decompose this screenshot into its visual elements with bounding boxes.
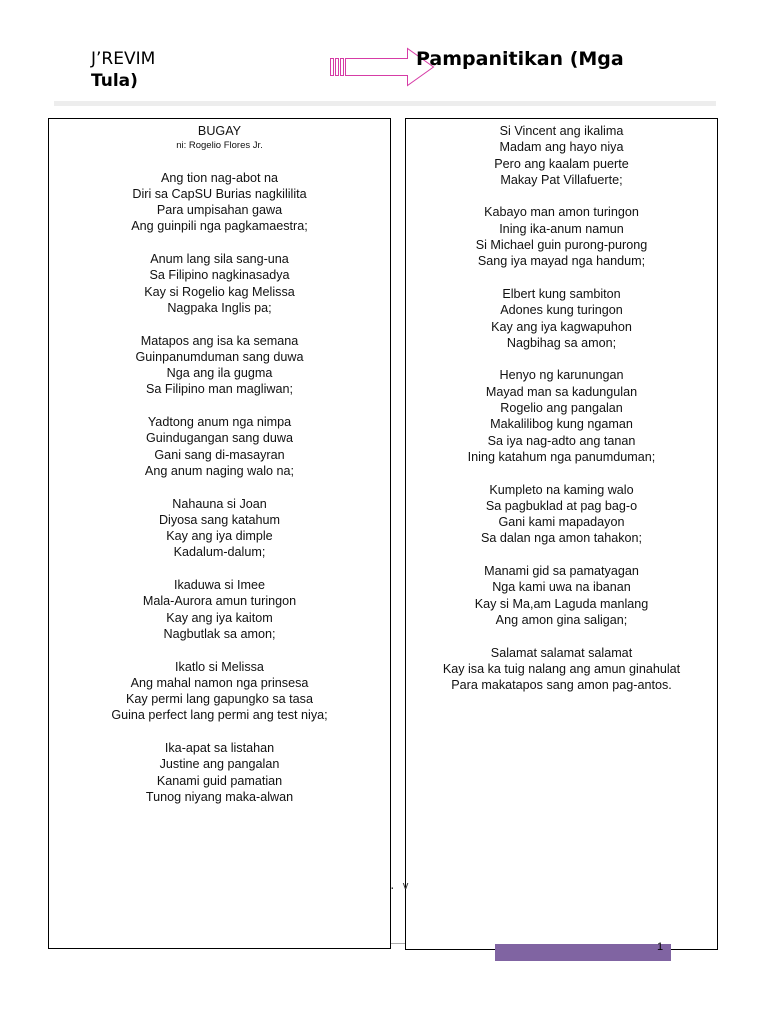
stanza-spacer xyxy=(49,316,390,332)
header-author: J’REVIM xyxy=(91,49,156,69)
poem-line: Nga ang ila gugma xyxy=(166,366,273,381)
poem-line: Ika-apat sa listahan xyxy=(164,740,275,755)
poem-line: Ikatlo si Melissa xyxy=(175,659,264,674)
poem-line: Mala-Aurora amun turingon xyxy=(142,594,297,609)
poem-line: Gani sang di-masayran xyxy=(154,447,285,462)
poem-line: Kumpleto na kaming walo xyxy=(489,482,634,497)
poem-left xyxy=(49,123,390,805)
header-divider xyxy=(54,101,716,106)
footer-bar xyxy=(495,944,671,961)
poem-line: Nagbutlak sa amon; xyxy=(163,626,276,641)
stray-mark: . v xyxy=(389,879,409,892)
spacer xyxy=(49,153,390,169)
poem-line: Tunog niyang maka-alwan xyxy=(145,789,294,804)
poem-line: Kay ang iya kaitom xyxy=(166,610,273,625)
poem-box-right xyxy=(405,118,718,950)
header-left xyxy=(91,48,155,92)
poem-box-left xyxy=(48,118,391,949)
poem-line: Sa dalan nga amon tahakon; xyxy=(480,531,643,546)
stanza-spacer xyxy=(49,398,390,414)
poem-line: Sa iya nag-adto ang tanan xyxy=(487,433,636,448)
poem-line: Ang mahal namon nga prinsesa xyxy=(130,675,309,690)
poem-line: Nagbihag sa amon; xyxy=(506,335,617,350)
poem-right xyxy=(406,123,717,693)
stanza-spacer xyxy=(406,547,717,563)
poem-line: Guina perfect lang permi ang test niya; xyxy=(111,708,328,723)
stanza-spacer xyxy=(49,724,390,740)
page-number: 1 xyxy=(657,941,664,953)
stanza-spacer xyxy=(49,479,390,495)
header-subtitle-end: Tula) xyxy=(91,71,138,91)
poem-line: Gani kami mapadayon xyxy=(498,515,625,530)
poem-line: Kay permi lang gapungko sa tasa xyxy=(126,692,313,707)
poem-line: Anum lang sila sang-una xyxy=(150,252,289,267)
poem-line: Salamat salamat salamat xyxy=(490,645,633,660)
poem-line: Si Michael guin purong-purong xyxy=(475,238,648,253)
stanza-spacer xyxy=(406,270,717,286)
poem-line: Elbert kung sambiton xyxy=(502,286,621,301)
poem-line: Kay si Rogelio kag Melissa xyxy=(144,284,295,299)
poem-line: Sa pagbuklad at pag bag-o xyxy=(485,498,638,513)
poem-title: BUGAY xyxy=(197,124,242,138)
poem-line: Pero ang kaalam puerte xyxy=(494,156,629,171)
poem-line: Nagpaka Inglis pa; xyxy=(167,300,272,315)
poem-line: Kay ang iya dimple xyxy=(166,529,273,544)
poem-line: Kanami guid pamatian xyxy=(156,773,283,788)
poem-line: Sang iya mayad nga handum; xyxy=(477,254,646,269)
poem-line: Ikaduwa si Imee xyxy=(174,578,265,593)
poem-line: Para makatapos sang amon pag-antos. xyxy=(451,678,672,693)
poem-line: Matapos ang isa ka semana xyxy=(140,333,299,348)
poem-line: Si Vincent ang ikalima xyxy=(499,124,624,138)
poem-line: Diyosa sang katahum xyxy=(158,512,281,527)
poem-line: Kay si Ma,am Laguda manlang xyxy=(474,596,649,611)
poem-line: Nga kami uwa na ibanan xyxy=(492,580,631,595)
stanza-list-right xyxy=(406,123,717,693)
poem-line: Nahauna si Joan xyxy=(172,496,267,511)
poem-line: Kay ang iya kagwapuhon xyxy=(491,319,632,334)
poem-line: Yadtong anum nga nimpa xyxy=(147,415,292,430)
poem-line: Diri sa CapSU Burias nagkililita xyxy=(132,186,307,201)
poem-line: Ang guinpili nga pagkamaestra; xyxy=(131,219,308,234)
poem-line: Ang anum naging walo na; xyxy=(144,463,295,478)
header-title: Pampanitikan (Mga xyxy=(416,48,624,70)
footer-rule xyxy=(391,943,405,944)
stanza-spacer xyxy=(406,628,717,644)
stanza-spacer xyxy=(406,465,717,481)
poem-line: Sa Filipino man magliwan; xyxy=(146,382,293,397)
poem-line: Manami gid sa pamatyagan xyxy=(484,564,639,579)
poem-line: Guinpanumduman sang duwa xyxy=(135,349,304,364)
poem-line: Para umpisahan gawa xyxy=(156,203,283,218)
poem-line: Justine ang pangalan xyxy=(159,757,280,772)
poem-line: Adones kung turingon xyxy=(500,303,623,318)
poem-line: Ining ika-anum namun xyxy=(499,221,624,236)
poem-line: Henyo ng karunungan xyxy=(499,368,624,383)
stanza-spacer xyxy=(406,351,717,367)
stanza-spacer xyxy=(49,642,390,658)
stanza-list-left xyxy=(49,170,390,806)
poem-line: Mayad man sa kadungulan xyxy=(485,384,638,399)
poem-line: Rogelio ang pangalan xyxy=(500,401,623,416)
poem-line: Ining katahum nga panumduman; xyxy=(467,449,656,464)
poem-line: Sa Filipino nagkinasadya xyxy=(149,268,290,283)
poem-line: Kabayo man amon turingon xyxy=(484,205,639,220)
poem-line: Makay Pat Villafuerte; xyxy=(500,172,623,187)
poem-line: Ang tion nag-abot na xyxy=(161,170,278,185)
poem-byline: ni: Rogelio Flores Jr. xyxy=(176,140,263,152)
poem-line: Kadalum-dalum; xyxy=(173,545,266,560)
poem-line: Makalilibog kung ngaman xyxy=(490,417,633,432)
stanza-spacer xyxy=(49,561,390,577)
poem-line: Guindugangan sang duwa xyxy=(145,431,294,446)
stanza-spacer xyxy=(49,235,390,251)
poem-line: Kay isa ka tuig nalang ang amun ginahulat xyxy=(442,661,681,676)
poem-line: Madam ang hayo niya xyxy=(499,140,624,155)
stanza-spacer xyxy=(406,188,717,204)
poem-line: Ang amon gina saligan; xyxy=(495,612,628,627)
